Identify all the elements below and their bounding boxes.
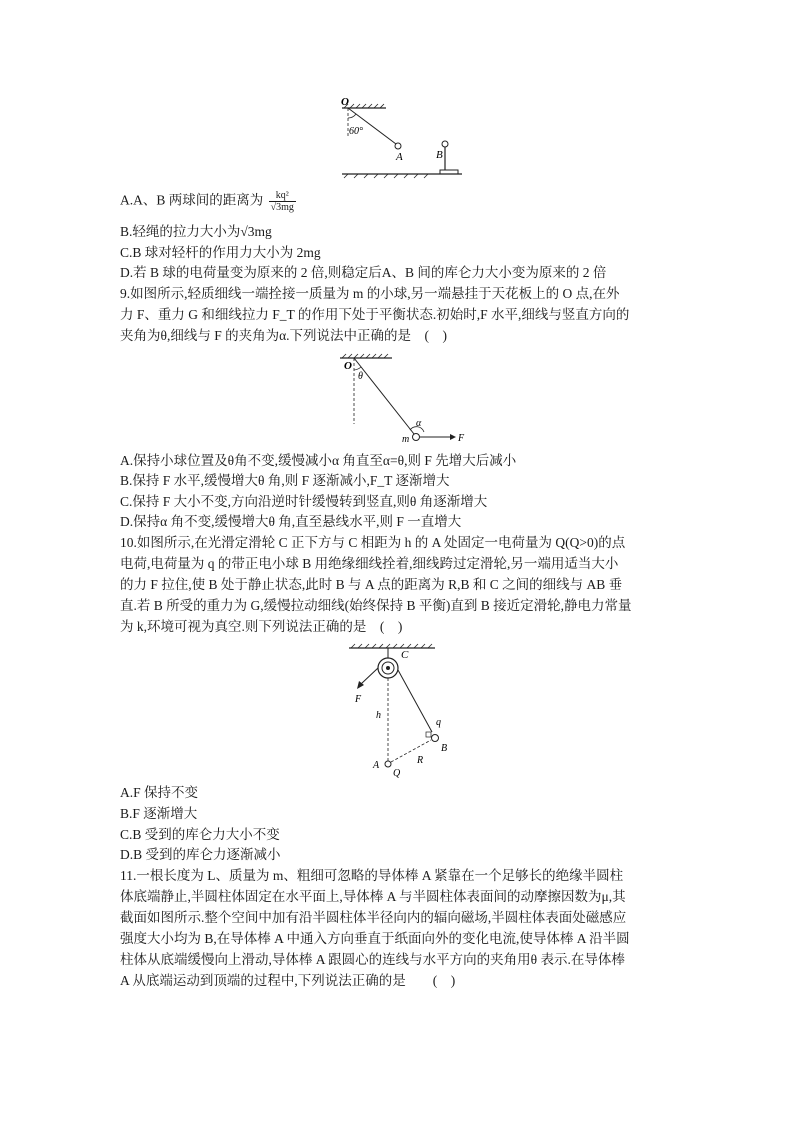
- q9-option-a: A.保持小球位置及θ角不变,缓慢减小α 角直至α=θ,则 F 先增大后减小: [120, 453, 517, 468]
- q10-option-b: B.F 逐渐增大: [120, 806, 198, 821]
- fraction-denominator: √3mg: [270, 202, 294, 213]
- label-C: C: [401, 649, 409, 661]
- q9-stem-line-2: 力 F、重力 G 和细线拉力 F_T 的作用下处于平衡状态.初始时,F 水平,细线与竖直方向的: [120, 307, 630, 322]
- label-angle: 60°: [349, 126, 363, 137]
- q11-stem-line-3: 截面如图所示.整个空间中加有沿半圆柱体半径向内的辐向磁场,半圆柱体表面处磁感应: [120, 910, 627, 925]
- figure-q10: [345, 640, 465, 780]
- label-A: A: [373, 760, 380, 771]
- q11-stem-line-4: 强度大小均为 B,在导体棒 A 中通入方向垂直于纸面向外的变化电流,使导体棒 A 沿半圆: [120, 931, 630, 946]
- q10-option-a: A.F 保持不变: [120, 785, 199, 800]
- q8-option-b: B.轻绳的拉力大小为√3mg: [120, 224, 272, 239]
- q8-option-a-fraction: [269, 190, 296, 213]
- label-theta: θ: [358, 371, 363, 382]
- q10-option-d: D.B 受到的库仑力逐渐减小: [120, 847, 281, 862]
- q11-stem-line-1: 11.一根长度为 L、质量为 m、粗细可忽略的导体棒 A 紧靠在一个足够长的绝缘半圆柱: [120, 868, 624, 883]
- q10-stem-line-5: 为 k,环境可视为真空.则下列说法正确的是 ( ): [120, 619, 403, 634]
- q8-option-a-text: A.A、B 两球间的距离为: [120, 192, 264, 208]
- label-F: F: [458, 433, 465, 444]
- label-A: A: [396, 151, 403, 163]
- q10-stem-line-1: 10.如图所示,在光滑定滑轮 C 正下方与 C 相距为 h 的 A 处固定一电荷量为 Q(Q>0)的点: [120, 535, 626, 550]
- figure-q8: [330, 92, 470, 182]
- q9-stem-line-3: 夹角为θ,细线与 F 的夹角为α.下列说法中正确的是 ( ): [120, 328, 448, 343]
- label-Q: Q: [393, 768, 401, 779]
- q9-stem-line-1: 9.如图所示,轻质细线一端拴接一质量为 m 的小球,另一端悬挂于天花板上的 O 点,在外: [120, 286, 620, 301]
- q8-option-c: C.B 球对轻杆的作用力大小为 2mg: [120, 245, 321, 260]
- q10-stem-line-4: 直.若 B 所受的重力为 G,缓慢拉动细线(始终保持 B 平衡)直到 B 接近定滑轮,静电力常量: [120, 598, 632, 613]
- q11-stem-line-6: A 从底端运动到顶端的过程中,下列说法正确的是 ( ): [120, 973, 456, 988]
- label-B: B: [436, 149, 443, 161]
- q9-option-c: C.保持 F 大小不变,方向沿逆时针缓慢转到竖直,则θ 角逐渐增大: [120, 494, 488, 509]
- label-m: m: [402, 434, 410, 445]
- label-O: O: [344, 360, 352, 372]
- q10-stem-line-2: 电荷,电荷量为 q 的带正电小球 B 用绝缘细线拴着,细线跨过定滑轮,另一端用适当大小: [120, 556, 619, 571]
- label-R: R: [417, 755, 424, 766]
- label-O: O: [341, 96, 349, 108]
- label-B: B: [441, 743, 448, 754]
- q10-option-c: C.B 受到的库仑力大小不变: [120, 827, 280, 842]
- q8-option-a: [120, 190, 680, 213]
- q9-option-b: B.保持 F 水平,缓慢增大θ 角,则 F 逐渐减小,F_T 逐渐增大: [120, 473, 450, 488]
- fraction-numerator: kq²: [269, 190, 296, 202]
- q11-stem-line-2: 体底端静止,半圆柱体固定在水平面上,导体棒 A 与半圆柱体表面间的动摩擦因数为μ,其: [120, 889, 626, 904]
- q9-option-d: D.保持α 角不变,缓慢增大θ 角,直至悬线水平,则 F 一直增大: [120, 514, 462, 529]
- q8-option-d: D.若 B 球的电荷量变为原来的 2 倍,则稳定后A、B 间的库仑力大小变为原来的 2 倍: [120, 265, 607, 280]
- label-F: F: [355, 694, 362, 705]
- figure-q9: [332, 346, 482, 450]
- label-alpha: α: [416, 418, 422, 429]
- label-h: h: [376, 710, 381, 721]
- q10-stem-line-3: 的力 F 拉住,使 B 处于静止状态,此时 B 与 A 点的距离为 R,B 和 C 之间的细线与 AB 垂: [120, 577, 623, 592]
- q11-stem-line-5: 柱体从底端缓慢向上滑动,导体棒 A 跟圆心的连线与水平方向的夹角用θ 表示.在导体棒: [120, 952, 625, 967]
- label-q: q: [436, 717, 441, 728]
